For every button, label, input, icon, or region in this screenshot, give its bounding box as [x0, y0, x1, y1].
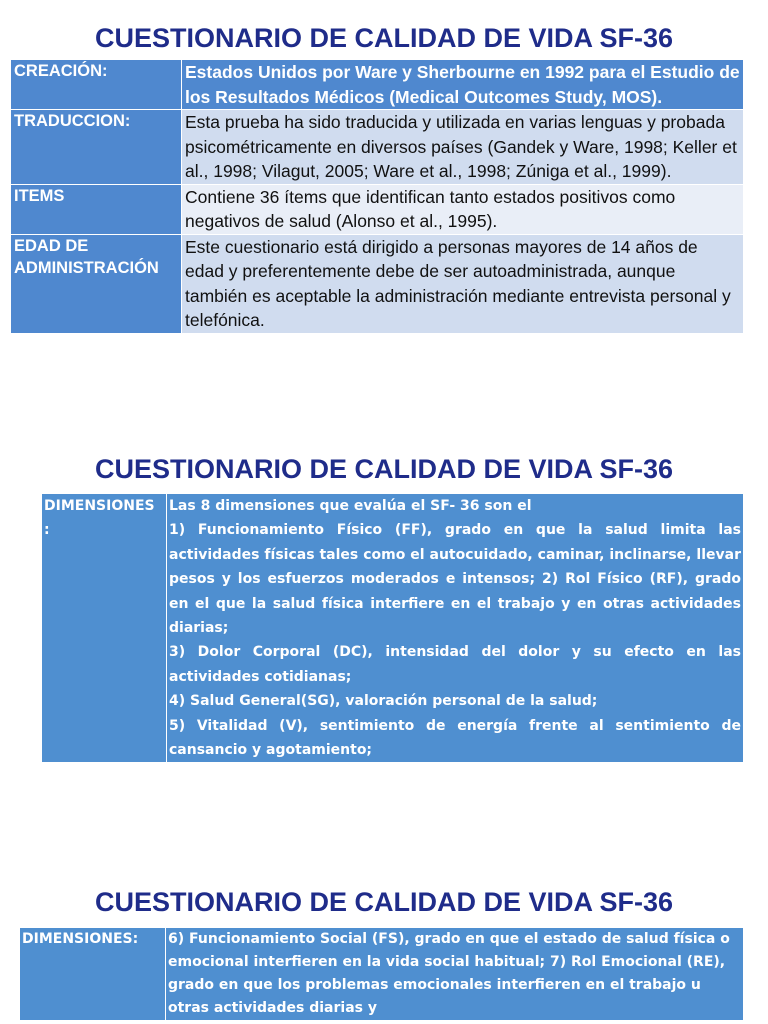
table-row — [42, 494, 744, 763]
row-key-creacion: CREACIÓN: — [11, 60, 182, 110]
table-row — [11, 60, 744, 110]
table-row — [11, 110, 744, 185]
table-row — [11, 234, 744, 333]
dimension-item: 1) Funcionamiento Físico (FF), grado en que la salud limita las actividades físicas tales como el autocuidado, caminar, inclinarse, llevar pesos y los esfuerzos moderados e intensos; 2) Rol Físico (RF), grado en el que la salud física interfiere en el trabajo y en otras actividades diarias; — [169, 522, 741, 637]
row-key-items: ITEMS — [11, 184, 182, 234]
slide-1-title: CUESTIONARIO DE CALIDAD DE VIDA SF-36 — [94, 23, 674, 53]
dimensions-intro: Las 8 dimensiones que evalúa el SF- 36 son el — [169, 498, 532, 514]
dimension-item: 5) Vitalidad (V), sentimiento de energía frente al sentimiento de cansancio y agotamiento; — [169, 717, 741, 759]
sf36-info-table — [10, 59, 744, 334]
dimensions-key: DIMENSIONES: — [20, 928, 166, 1021]
dimensions-table-1 — [41, 493, 744, 763]
row-key-edad: EDAD DE ADMINISTRACIÓN — [11, 234, 182, 333]
dimensions-table-2 — [19, 927, 744, 1021]
slide-3-title: CUESTIONARIO DE CALIDAD DE VIDA SF-36 — [94, 887, 674, 917]
row-value-creacion: Estados Unidos por Ware y Sherbourne en 1992 para el Estudio de los Resultados Médicos (Medical Outcomes Study, MOS). — [182, 60, 744, 110]
dimensions-key-line2: : — [44, 522, 50, 539]
row-value-traduccion: Esta prueba ha sido traducida y utilizada en varias lenguas y probada psicométricamente en diversos países (Gandek y Ware, 1998; Keller et al., 1998; Vilagut, 2005; Ware et al., 1998; Zúniga et al., 1999). — [182, 110, 744, 185]
dimensions-value: 6) Funcionamiento Social (FS), grado en que el estado de salud física o emocional interfieren en la vida social habitual; 7) Rol Emocional (RE), grado en que los problemas emocionales interfieren en el trabajo u otras actividades diarias y — [166, 928, 744, 1021]
row-value-items: Contiene 36 ítems que identifican tanto estados positivos como negativos de salud (Alonso et al., 1995). — [182, 184, 744, 234]
row-key-traduccion: TRADUCCION: — [11, 110, 182, 185]
dimension-item: 4) Salud General(SG), valoración personal de la salud; — [169, 693, 598, 710]
table-row — [20, 928, 744, 1021]
dimensions-key — [42, 494, 167, 763]
slide-2-title: CUESTIONARIO DE CALIDAD DE VIDA SF-36 — [94, 454, 674, 484]
row-value-edad: Este cuestionario está dirigido a personas mayores de 14 años de edad y preferentemente debe de ser autoadministrada, aunque también es aceptable la administración mediante entrevista personal y telefónica. — [182, 234, 744, 333]
dimension-item: 3) Dolor Corporal (DC), intensidad del dolor y su efecto en las actividades cotidianas; — [169, 644, 741, 685]
dimensions-value — [167, 494, 744, 763]
table-row — [11, 184, 744, 234]
dimensions-key-line1: DIMENSIONES — [44, 498, 155, 514]
